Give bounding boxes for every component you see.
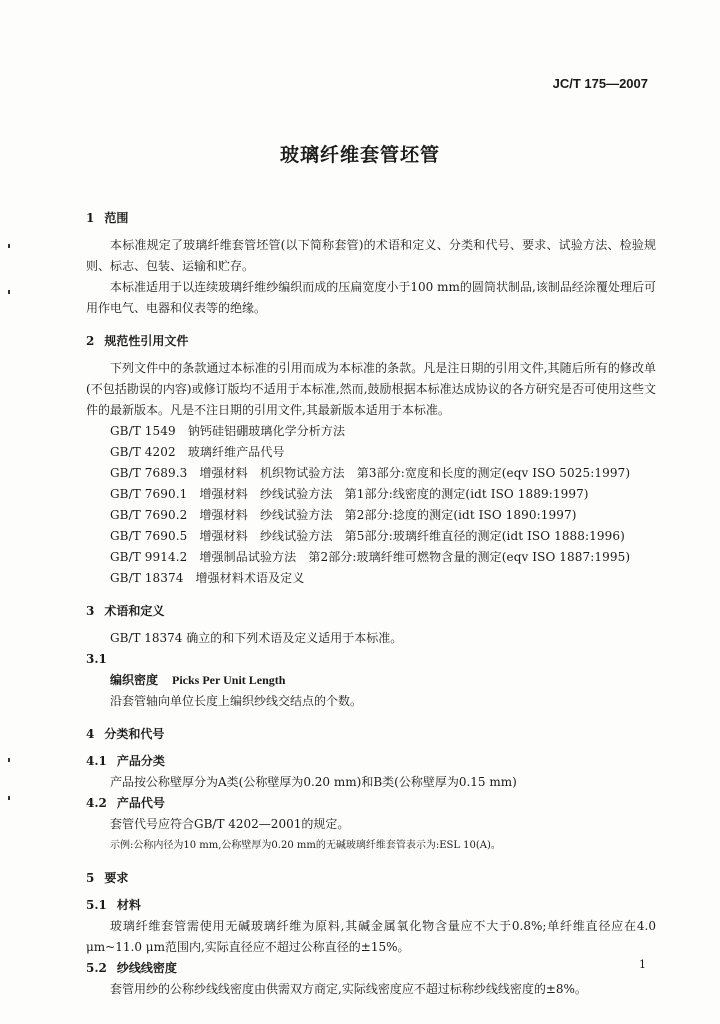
scan-mark	[8, 290, 10, 294]
reference-item: GB/T 4202 玻璃纤维产品代号	[110, 445, 285, 459]
section-number: 5	[86, 871, 95, 885]
subsection-number: 4.1	[86, 754, 107, 768]
paragraph: 套管用纱的公称纱线线密度由供需双方商定,实际线密度应不超过标称纱线线密度的±8%。	[110, 982, 587, 996]
reference-item: GB/T 1549 钠钙硅铝硼玻璃化学分析方法	[110, 424, 346, 438]
paragraph: GB/T 18374 确立的和下列术语及定义适用于本标准。	[110, 631, 403, 645]
reference-item: GB/T 7690.5 增强材料 纱线试验方法 第5部分:玻璃纤维直径的测定(idt ISO 1888:1996)	[110, 529, 625, 543]
section-5-heading	[86, 868, 656, 889]
subsection-number: 5.1	[86, 898, 107, 912]
section-2-heading	[86, 331, 656, 352]
subsection-title: 产品代号	[116, 796, 165, 810]
section-number: 4	[86, 727, 95, 741]
paragraph: 玻璃纤维套管需使用无碱玻璃纤维为原料,其碱金属氧化物含量应不大于0.8%;单纤维直径应在4.0 μm~11.0 μm范围内,实际直径应不超过公称直径的±15%。	[86, 919, 656, 954]
subsection-number: 4.2	[86, 796, 107, 810]
subsection-4-1-heading	[86, 751, 656, 772]
section-title: 术语和定义	[104, 604, 165, 618]
section-title: 分类和代号	[104, 727, 165, 741]
standard-code: JC/T 175—2007	[552, 76, 648, 91]
subsection-title: 材料	[116, 898, 141, 912]
paragraph: 产品按公称壁厚分为A类(公称壁厚为0.20 mm)和B类(公称壁厚为0.15 mm)	[110, 775, 517, 789]
section-4-heading	[86, 724, 656, 745]
paragraph: 本标准规定了玻璃纤维套管坯管(以下简称套管)的术语和定义、分类和代号、要求、试验方法、检验规则、标志、包装、运输和贮存。	[86, 238, 656, 273]
term-entry	[110, 670, 656, 691]
term-english: Picks Per Unit Length	[172, 673, 286, 687]
example-note: 示例:公称内径为10 mm,公称壁厚为0.20 mm的无碱玻璃纤维套管表示为:ESL 10(A)。	[110, 840, 501, 851]
reference-item: GB/T 9914.2 增强制品试验方法 第2部分:玻璃纤维可燃物含量的测定(eqv ISO 1887:1995)	[110, 550, 631, 564]
section-title: 规范性引用文件	[104, 334, 189, 348]
document-title: 玻璃纤维套管坯管	[279, 144, 440, 166]
section-number: 3	[86, 604, 95, 618]
reference-item: GB/T 7690.1 增强材料 纱线试验方法 第1部分:线密度的测定(idt ISO 1889:1997)	[110, 487, 589, 501]
subsection-5-1-heading	[86, 895, 656, 916]
subsection-4-2-heading	[86, 793, 656, 814]
section-number: 2	[86, 334, 95, 348]
subsection-title: 纱线线密度	[116, 961, 177, 975]
subsection-number: 5.2	[86, 961, 107, 975]
reference-item: GB/T 7689.3 增强材料 机织物试验方法 第3部分:宽度和长度的测定(eqv ISO 5025:1997)	[110, 466, 631, 480]
term-chinese: 编织密度	[110, 673, 159, 687]
reference-item: GB/T 7690.2 增强材料 纱线试验方法 第2部分:捻度的测定(idt ISO 1890:1997)	[110, 508, 577, 522]
paragraph: 下列文件中的条款通过本标准的引用而成为本标准的条款。凡是注日期的引用文件,其随后所有的修改单(不包括勘误的内容)或修订版均不适用于本标准,然而,鼓励根据本标准达成协议的各方研究是否可使用这些文件的最新版本。凡是不注日期的引用文件,其最新版本适用于本标准。	[86, 361, 656, 417]
paragraph: 本标准适用于以连续玻璃纤维纱编织而成的压扁宽度小于100 mm的圆筒状制品,该制品经涂覆处理后可用作电气、电器和仪表等的绝缘。	[86, 280, 656, 315]
subsection-5-2-heading	[86, 958, 656, 979]
section-title: 要求	[104, 871, 129, 885]
section-title: 范围	[104, 211, 129, 225]
scan-mark	[8, 244, 10, 248]
term-definition: 沿套管轴向单位长度上编织纱线交结点的个数。	[110, 694, 363, 708]
paragraph: 套管代号应符合GB/T 4202—2001的规定。	[110, 817, 350, 831]
reference-item: GB/T 18374 增强材料术语及定义	[110, 571, 305, 585]
subsection-number: 3.1	[86, 652, 107, 666]
subsection-title: 产品分类	[116, 754, 165, 768]
section-3-heading	[86, 601, 656, 622]
page-number: 1	[639, 958, 646, 971]
section-1-heading	[86, 208, 656, 229]
scan-mark	[8, 758, 10, 762]
section-number: 1	[86, 211, 95, 225]
scan-mark	[8, 796, 10, 800]
document-body	[86, 208, 656, 1000]
